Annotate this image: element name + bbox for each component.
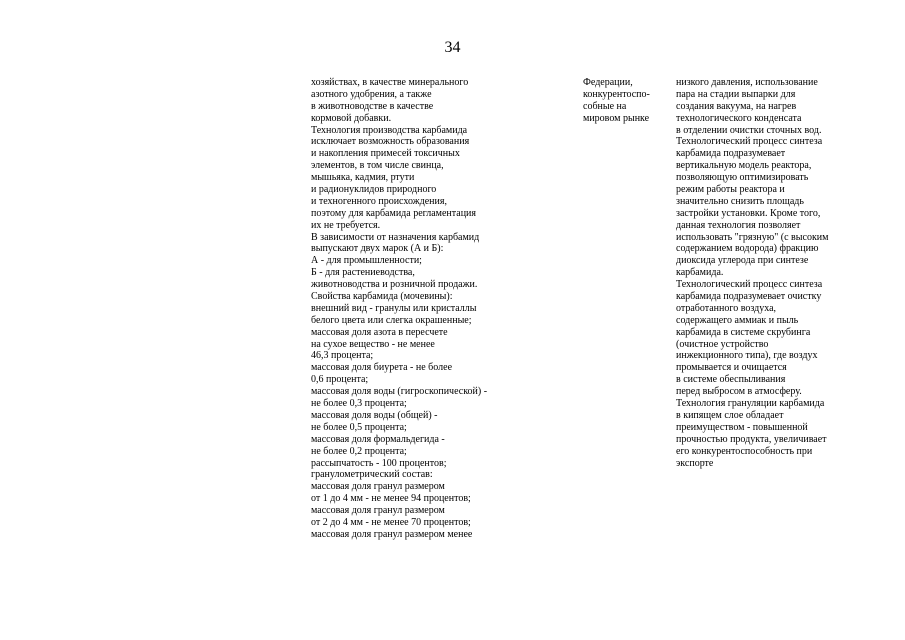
text-line: Технологический процесс синтеза xyxy=(676,136,823,148)
text-line: Свойства карбамида (мочевины): xyxy=(311,291,453,303)
text-line: преимуществом - повышенной xyxy=(676,421,808,433)
text-line: исключает возможность образования xyxy=(311,136,470,148)
text-line: Федерации, xyxy=(583,77,633,88)
text-line: диоксида углерода при синтезе xyxy=(676,255,809,267)
text-line: массовая доля воды (гигроскопической) - xyxy=(311,386,488,398)
text-line: прочностью продукта, увеличивает xyxy=(676,433,827,445)
text-line: собные на xyxy=(583,100,627,112)
text-line: гранулометрический состав: xyxy=(311,469,433,481)
text-line: внешний вид - гранулы или кристаллы xyxy=(311,302,477,314)
text-line: карбамида. xyxy=(676,267,724,279)
text-line: использовать "грязную" (с высоким xyxy=(676,231,829,243)
text-line: кормовой добавки. xyxy=(311,112,392,124)
text-line: 0,6 процента; xyxy=(311,374,369,386)
text-line: вертикальную модель реактора, xyxy=(676,160,812,172)
text-line: Технология грануляции карбамида xyxy=(676,398,825,410)
text-line: выпускают двух марок (А и Б): xyxy=(311,243,444,255)
text-line: белого цвета или слегка окрашенные; xyxy=(311,314,472,326)
text-line: позволяющую оптимизировать xyxy=(676,172,809,184)
text-line: массовая доля формальдегида - xyxy=(311,433,445,445)
text-line: (очистное устройство xyxy=(676,338,769,350)
text-line: технологического конденсата xyxy=(676,112,802,124)
text-line: 46,3 процента; xyxy=(311,350,374,362)
text-line: от 2 до 4 мм - не менее 70 процентов; xyxy=(311,516,471,528)
right-text-column xyxy=(676,77,828,469)
text-line: застройки установки. Кроме того, xyxy=(676,207,821,219)
text-line: режим работы реактора и xyxy=(676,184,785,196)
text-line: содержанием водорода) фракцию xyxy=(676,243,819,255)
text-line: в отделении очистки сточных вод. xyxy=(676,124,822,136)
text-line: не более 0,2 процента; xyxy=(311,445,407,457)
text-line: мировом рынке xyxy=(583,112,650,124)
text-line: В зависимости от назначения карбамид xyxy=(311,231,480,243)
text-line: карбамида подразумевает xyxy=(676,148,786,160)
text-line: в животноводстве в качестве xyxy=(311,100,434,112)
text-line: рассыпчатость - 100 процентов; xyxy=(311,457,447,469)
text-line: массовая доля гранул размером xyxy=(311,481,445,493)
text-line: и накопления примесей токсичных xyxy=(311,148,460,160)
text-line: массовая доля азота в пересчете xyxy=(311,326,448,338)
text-line: азотного удобрения, а также xyxy=(311,88,432,100)
text-line: не более 0,3 процента; xyxy=(311,398,407,410)
text-line: животноводства и розничной продажи. xyxy=(311,279,478,291)
text-line: его конкурентоспособность при xyxy=(676,445,813,457)
text-line: содержащего аммиак и пыль xyxy=(676,314,799,326)
text-line: массовая доля гранул размером xyxy=(311,505,445,517)
text-line: перед выбросом в атмосферу. xyxy=(676,386,802,398)
text-line: значительно снизить площадь xyxy=(676,195,804,207)
text-line: и радионуклидов природного xyxy=(311,184,437,196)
text-line: отработанного воздуха, xyxy=(676,302,777,314)
text-line: Технологический процесс синтеза xyxy=(676,279,823,291)
text-line: не более 0,5 процента; xyxy=(311,421,407,433)
text-line: конкурентоспо- xyxy=(583,88,650,100)
text-line: и техногенного происхождения, xyxy=(311,195,447,207)
text-line: массовая доля гранул размером менее xyxy=(311,528,473,540)
text-line: в системе обеспыливания xyxy=(676,374,786,386)
text-line: Б - для растениеводства, xyxy=(311,267,415,279)
text-line: поэтому для карбамида регламентация xyxy=(311,207,477,219)
text-line: экспорте xyxy=(676,457,714,469)
text-line: элементов, в том числе свинца, xyxy=(311,160,444,172)
text-line: карбамида в системе скрубинга xyxy=(676,326,811,338)
page-number: 34 xyxy=(444,39,461,56)
text-line: Технология производства карбамида xyxy=(311,124,468,136)
text-line: создания вакуума, на нагрев xyxy=(676,100,797,112)
middle-text-column xyxy=(583,77,650,125)
text-line: от 1 до 4 мм - не менее 94 процентов; xyxy=(311,493,471,505)
text-line: низкого давления, использование xyxy=(676,77,818,88)
text-line: массовая доля биурета - не более xyxy=(311,362,453,374)
left-text-column xyxy=(311,77,487,541)
text-line: инжекционного типа), где воздух xyxy=(676,350,818,362)
text-line: их не требуется. xyxy=(311,219,381,231)
text-line: пара на стадии выпарки для xyxy=(676,88,796,100)
text-line: в кипящем слое обладает xyxy=(676,409,784,421)
text-line: данная технология позволяет xyxy=(676,219,801,231)
text-line: массовая доля воды (общей) - xyxy=(311,409,438,421)
text-line: карбамида подразумевает очистку xyxy=(676,291,822,303)
text-line: А - для промышленности; xyxy=(311,255,422,267)
text-line: хозяйствах, в качестве минерального xyxy=(311,77,469,88)
text-line: мышьяка, кадмия, ртути xyxy=(311,172,415,184)
text-line: на сухое вещество - не менее xyxy=(311,338,435,350)
text-line: промывается и очищается xyxy=(676,362,787,374)
